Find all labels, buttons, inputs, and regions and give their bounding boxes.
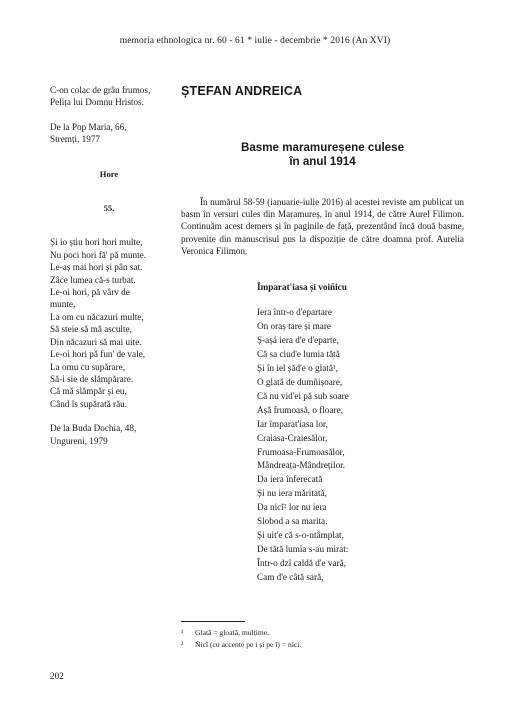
verse-line: Le-oi hori, pă vârv de bbox=[50, 287, 130, 298]
verse-line: Nu poci hori fă' pă munte. bbox=[50, 249, 147, 260]
verse-line: Le-aș mai hori și pân sat. bbox=[50, 262, 143, 273]
source-line: De la Buda Dochia, 48, bbox=[50, 423, 137, 434]
verse-line: Le-oi hori pă fun' de vale, bbox=[50, 349, 146, 360]
footnote-rule bbox=[181, 621, 245, 622]
footnote-text: Ñicĭ (cu accente pe i și pe î) = nici. bbox=[195, 639, 302, 649]
verse-line: Și io știu hori hori multe, bbox=[50, 237, 143, 248]
poem-line: Că sa ciud'e lumia tătă bbox=[257, 348, 340, 359]
intro-paragraph: În numărul 58-59 (ianuarie-iulie 2016) al acestei reviste am publicat un basm în versuri cules din Maramureș, în anul 1914, de către Aurel Filimon. Continuăm acest demers și în paginile de față, prezentând încă două basme, provenite din manuscrisul pus la dispoziție de către doamna prof. Aurelia Veronica Filimon. bbox=[181, 197, 464, 256]
verse-line: La omu cu supărare, bbox=[50, 361, 125, 372]
left-column bbox=[50, 84, 168, 447]
poem-line: O glată de dumñișoare, bbox=[257, 376, 343, 387]
title-line: în anul 1914 bbox=[289, 155, 356, 168]
verse-line: C-on colac de grâu frumos, bbox=[50, 85, 151, 95]
footnote bbox=[181, 639, 301, 651]
song-verses bbox=[50, 236, 168, 410]
running-header: memoria ethnologica nr. 60 - 61 * iulie - decembrie * 2016 (An XVI) bbox=[119, 36, 391, 46]
footnote bbox=[181, 627, 301, 639]
poem-line: Frumoasa-Frumoasălor, bbox=[257, 446, 345, 457]
poem-line: Într-o dzî caldă d'e vară, bbox=[257, 558, 346, 569]
source-line: Ungureni, 1979 bbox=[50, 435, 108, 446]
footnotes bbox=[181, 627, 301, 650]
source-line: Stremți, 1977 bbox=[50, 134, 101, 145]
poem-line: Da iera înferecată bbox=[257, 474, 323, 485]
poem-line: On oraș tare și mare bbox=[257, 320, 331, 331]
verse-line: Zâce lumea că-s turbat. bbox=[50, 274, 136, 285]
verse-end bbox=[50, 84, 168, 109]
verse-line: Din năcazuri să mai uite. bbox=[50, 336, 142, 347]
article-author: ȘTEFAN ANDREICA bbox=[181, 84, 303, 98]
poem-line: Iera într-o d'epartare bbox=[257, 307, 332, 317]
footnote-text: Glată = gloată, mulțime. bbox=[195, 628, 270, 637]
poem-line: Ș-așá iera d'e d'eparte, bbox=[257, 334, 339, 345]
title-line: Basme maramureșene culese bbox=[240, 141, 405, 154]
page-number: 202 bbox=[50, 671, 64, 681]
poem-line: Mândreața-Mândreților. bbox=[257, 460, 346, 471]
verse-line: Când îs supărată rău. bbox=[50, 398, 128, 409]
verse-line: La om cu năcazuri multe, bbox=[50, 311, 144, 322]
poem-line: Și nu iera măritată, bbox=[257, 488, 327, 499]
section-heading: Hore bbox=[99, 168, 119, 179]
poem-line: Că nu vid'ei pă sub soare bbox=[257, 390, 349, 401]
source-note bbox=[50, 422, 168, 447]
song-number: 55. bbox=[103, 203, 115, 214]
poem-body bbox=[257, 306, 349, 585]
poem-line: Așă frumoasă, o floare, bbox=[257, 404, 343, 415]
source-line: De la Pop Maria, 66, bbox=[50, 121, 127, 132]
poem-line: Craiasa-Craiesălor, bbox=[257, 432, 328, 443]
verse-line: Pelița lui Domnu Hristos. bbox=[50, 97, 144, 108]
poem-line: Și în iel șăd'e o glată¹, bbox=[257, 362, 338, 373]
poem-line: Cam d'e câtă sară, bbox=[257, 572, 324, 583]
poem-line: Și uit'e că s-o-ntâmplat, bbox=[257, 530, 344, 541]
verse-line: Că mă slămpăr și eu, bbox=[50, 386, 127, 397]
footnote-number: ² bbox=[181, 639, 184, 649]
poem-line: De tătă lumia s-au mirat: bbox=[257, 544, 349, 555]
source-note bbox=[50, 121, 168, 146]
verse-line: Să steie să mă asculte, bbox=[50, 324, 132, 335]
poem-line: Iar împarat'iasa lor, bbox=[257, 418, 328, 429]
poem-line: Slobod a sa marita. bbox=[257, 516, 328, 527]
verse-line: Să-i sie de slămpărare. bbox=[50, 373, 134, 384]
verse-line: munte, bbox=[50, 299, 76, 310]
poem-line: Da nicĭ² lor nu iera bbox=[257, 502, 327, 513]
poem-title: Împarat'iasa și voiñicu bbox=[257, 282, 347, 292]
footnote-number: ¹ bbox=[181, 628, 184, 637]
article-title bbox=[181, 141, 464, 169]
